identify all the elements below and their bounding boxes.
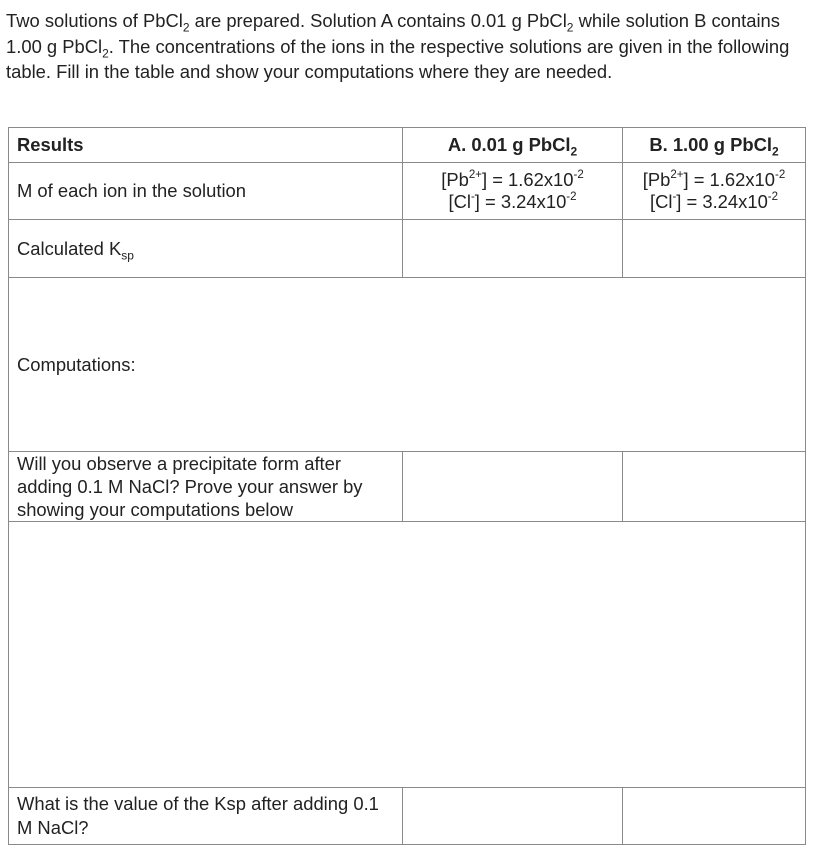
precipitate-question: Will you observe a precipitate form after adding 0.1 M NaCl? Prove your answer by showing your computations below: [9, 452, 403, 522]
computations-row: [9, 278, 806, 452]
final-ksp-question: What is the value of the Ksp after adding 0.1 M NaCl?: [9, 788, 403, 845]
ion-concentration-row: [9, 163, 806, 220]
final-ksp-row: [9, 788, 806, 845]
solution-a-pb-prefix: [Pb: [441, 169, 469, 190]
header-solution-a-text: A. 0.01 g PbCl: [447, 134, 571, 155]
solution-a-cl-value: ] = 3.24x10: [474, 191, 567, 212]
final-ksp-b-cell[interactable]: [623, 788, 806, 845]
solution-a-pb-exponent: -2: [573, 168, 584, 181]
header-results: Results: [9, 128, 403, 163]
calculated-ksp-b-cell[interactable]: [623, 220, 806, 278]
calculated-ksp-row: [9, 220, 806, 278]
final-ksp-a-cell[interactable]: [403, 788, 623, 845]
precipitate-a-cell[interactable]: [403, 452, 623, 522]
intro-text-4: . The concentrations of the ions in the respective solutions are given in the following table. Fill in the table and show your computations where they are needed.: [6, 35, 790, 82]
solution-b-cl-value: ] = 3.24x10: [676, 191, 768, 212]
solution-b-concentrations: [623, 163, 806, 220]
ion-concentration-label: M of each ion in the solution: [9, 163, 403, 220]
computations-label: Computations:: [17, 353, 136, 375]
precipitate-b-cell[interactable]: [623, 452, 806, 522]
solution-b-cl-exponent: -2: [767, 190, 779, 203]
header-solution-a-sub: 2: [570, 144, 578, 159]
solution-b-cl-prefix: [Cl: [649, 191, 673, 212]
problem-statement: [6, 8, 806, 85]
solution-b-cl-concentration: [627, 191, 801, 213]
precipitate-computations-cell[interactable]: [9, 522, 806, 788]
intro-text-1: Two solutions of PbCl: [6, 10, 183, 31]
solution-a-pb-charge: 2+: [468, 168, 482, 181]
intro-subscript-2: 2: [566, 20, 574, 35]
solution-b-pb-exponent: -2: [775, 168, 786, 181]
solution-a-cl-charge: -: [470, 190, 475, 203]
solution-b-pb-prefix: [Pb: [642, 169, 671, 190]
header-solution-a: [403, 128, 623, 163]
solution-b-pb-charge: 2+: [670, 168, 684, 181]
results-table: [8, 127, 806, 845]
solution-a-concentrations: [403, 163, 623, 220]
solution-a-cl-concentration: [407, 191, 618, 213]
table-header-row: [9, 128, 806, 163]
header-solution-b-text: B. 1.00 g PbCl: [649, 134, 772, 155]
solution-b-pb-concentration: [627, 169, 801, 191]
computations-cell[interactable]: [9, 278, 806, 452]
solution-a-cl-exponent: -2: [566, 190, 577, 203]
solution-b-pb-value: ] = 1.62x10: [683, 169, 775, 190]
solution-a-pb-value: ] = 1.62x10: [481, 169, 574, 190]
calculated-ksp-a-cell[interactable]: [403, 220, 623, 278]
solution-a-pb-concentration: [407, 169, 618, 191]
solution-b-cl-charge: -: [672, 190, 677, 203]
header-solution-b-sub: 2: [771, 144, 779, 159]
solution-a-cl-prefix: [Cl: [448, 191, 471, 212]
precipitate-row: [9, 452, 806, 522]
intro-text-3: while solution B contains 1.00 g PbCl: [6, 10, 780, 57]
intro-text-2: are prepared. Solution A contains 0.01 g PbCl: [189, 10, 567, 31]
intro-subscript-3: 2: [102, 46, 109, 61]
precipitate-computations-row: [9, 522, 806, 788]
header-solution-b: [623, 128, 806, 163]
intro-subscript-1: 2: [182, 20, 190, 35]
calculated-ksp-label: [9, 220, 403, 278]
calculated-ksp-text: Calculated K: [17, 237, 122, 259]
calculated-ksp-sub: sp: [121, 248, 134, 263]
